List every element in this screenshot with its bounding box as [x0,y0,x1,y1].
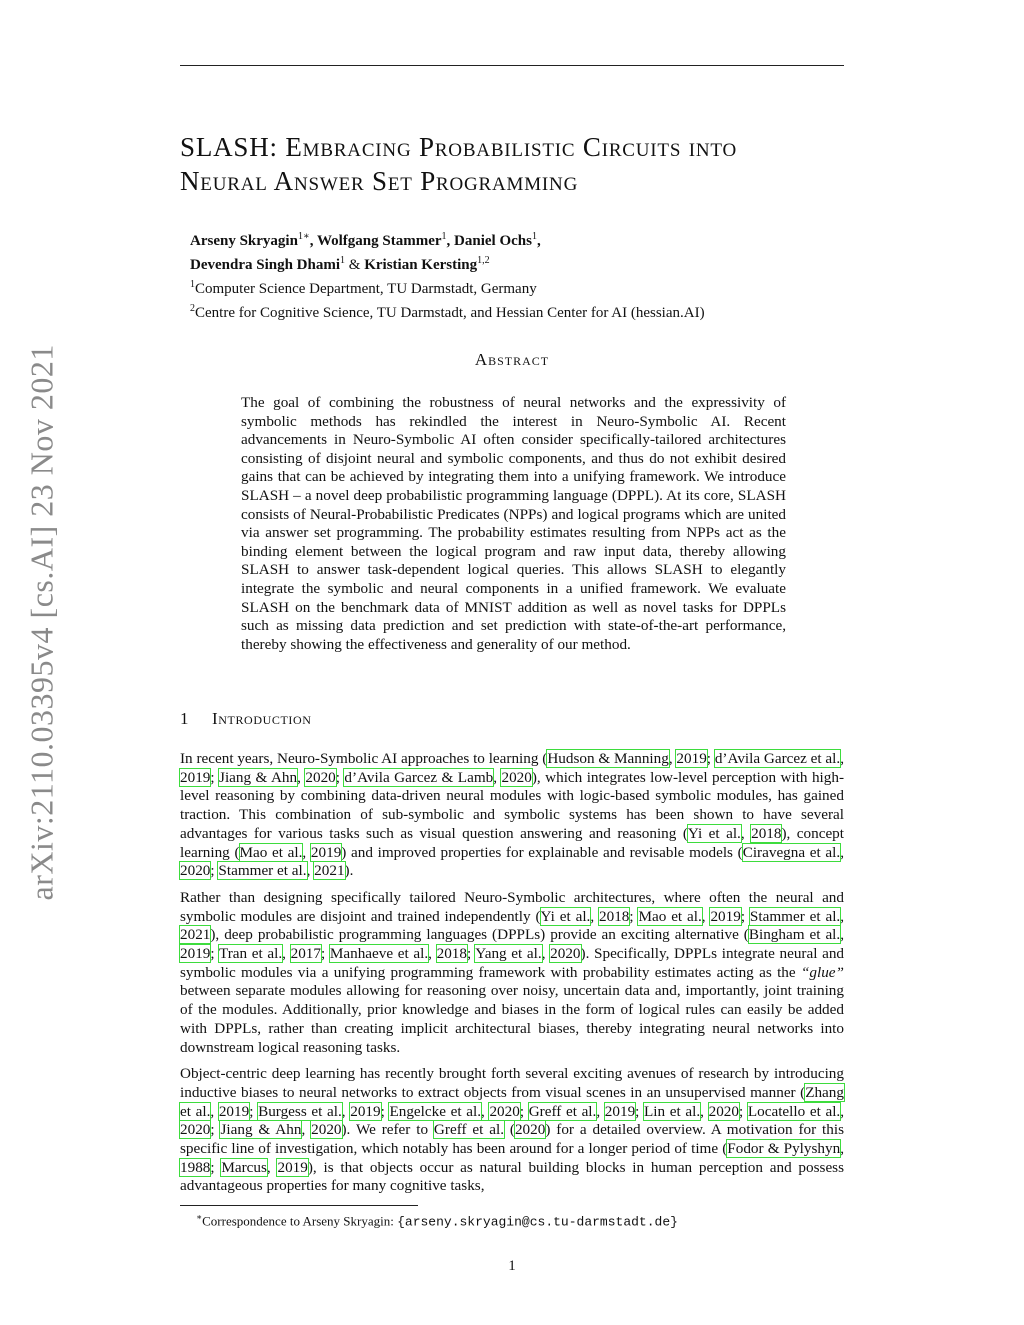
paragraph-1: In recent years, Neuro-Symbolic AI approaches to learning (Hudson & Manning, 2019; d’Avila Garcez et al., 2019; Jiang & Ahn, 2020; d’Avila Garcez & Lamb, 2020), which integrates low-level perception with high-level reasoning by combining data-driven neural modules with logic-based symbolic modules, has gained traction. This combination of sub-symbolic and symbolic systems has been shown to have several advantages for various tasks such as visual question answering and reasoning (Yi et al., 2018), concept learning (Mao et al., 2019) and improved properties for explainable and revisable models (Ciravegna et al., 2020; Stammer et al., 2021). [180,750,845,880]
citation-link[interactable]: Lin et al. [644,1102,701,1120]
citation-link[interactable]: Fodor & Pylyshyn [727,1140,841,1158]
citation-link[interactable]: Ciravegna et al. [742,843,841,861]
citation-link[interactable]: Tran et al. [218,945,283,963]
citation-link[interactable]: Hudson & Manning [547,750,669,767]
citation-link[interactable]: Greff et al. [433,1121,505,1139]
author-name: Wolfgang Stammer [316,233,442,249]
citation-link[interactable]: 2019 [710,907,741,925]
citation-link[interactable]: 2019 [604,1102,636,1120]
citation-link[interactable]: Jiang & Ahn [220,1121,302,1139]
citation-link[interactable]: Engelcke et al. [389,1102,481,1120]
citation-link[interactable]: Jiang & Ahn [219,768,298,786]
abstract-heading: Abstract [474,350,550,369]
citation-link[interactable]: 2019 [218,1102,250,1120]
citation-link[interactable]: Marcus [221,1158,267,1176]
citation-link[interactable]: 2018 [751,824,782,842]
citation-link[interactable]: Burgess et al. [258,1102,342,1120]
section-title: Introduction [212,709,312,728]
citation-link[interactable]: 2018 [436,945,467,963]
citation-link[interactable]: Mao et al. [239,843,303,861]
top-rule [180,65,844,66]
arxiv-sidebar-stamp: arXiv:2110.03395v4 [cs.AI] 23 Nov 2021 [23,344,60,901]
correspondence-email-link[interactable]: {arseny.skryagin@cs.tu-darmstadt.de} [397,1214,678,1230]
citation-link[interactable]: 2021 [180,926,211,944]
citation-link[interactable]: d’Avila Garcez & Lamb [344,768,494,786]
section-heading [180,709,312,729]
citation-link[interactable]: 2020 [489,1102,520,1120]
footnote-rule [180,1205,418,1206]
citation-link[interactable]: Yang et al. [475,945,542,963]
author-line-2: Devendra Singh Dhami$^1$ & Kristian Kersting$^{1,2}$ [190,255,490,273]
title-line-1: SLASH: Embracing Probabilistic Circuits into [180,132,737,162]
citation-link[interactable]: Locatello et al. [747,1102,841,1120]
citation-link[interactable]: 2020 [708,1102,739,1120]
citation-link[interactable]: 2018 [599,907,630,925]
abstract-text: The goal of combining the robustness of neural networks and the expressivity of symbolic methods has rekindled the interest in Neuro-Symbolic AI. Recent advancements in Neuro-Symbolic AI often consider specifically-tailored architectures consisting of disjoint neural and symbolic components, and thus do not exhibit desired gains that can be achieved by integrating them into a unifying framework. We introduce SLASH – a novel deep probabilistic programming language (DPPL). At its core, SLASH consists of Neural-Probabilistic Predicates (NPPs) and logical programs which are united via answer set programming. The probability estimates resulting from NPPs act as the binding element between the logical program and raw input data, thereby allowing SLASH to answer task-dependent logical queries. This allows SLASH to elegantly integrate the symbolic and neural components in a unified framework. We evaluate SLASH on the benchmark data of MNIST addition as well as novel tasks for DPPLs such as missing data prediction and set prediction with state-of-the-art performance, thereby showing the effectiveness and generality of our method. [241,394,786,653]
citation-link[interactable]: Stammer et al. [749,907,841,925]
citation-link[interactable]: 2020 [305,768,336,786]
citation-link[interactable]: 2020 [514,1121,546,1139]
author-line-1: Arseny Skryagin$^{1∗}$, Wolfgang Stammer$^1$, Daniel Ochs$^1$, [190,231,541,249]
citation-link[interactable]: 2019 [180,768,211,786]
author-name: Daniel Ochs [454,233,532,249]
citation-link[interactable]: 2020 [180,1121,211,1139]
author-block [190,227,850,323]
citation-link[interactable]: Greff et al. [528,1102,597,1120]
section-number: 1 [180,709,190,728]
citation-link[interactable]: Zhang et al. [180,1083,844,1120]
citation-link[interactable]: Yi et al. [540,907,591,925]
affiliation-2: $^2$Centre for Cognitive Science, TU Darmstadt, and Hessian Center for AI (hessian.AI) [190,303,705,321]
citation-link[interactable]: 2019 [277,1158,308,1176]
citation-link[interactable]: 2019 [180,945,211,963]
citation-link[interactable]: 2020 [501,768,532,786]
citation-link[interactable]: d’Avila Garcez et al. [714,750,841,767]
paragraph-3: Object-centric deep learning has recently brought forth several exciting avenues of research by introducing inductive biases to neural networks to extract objects from visual scenes in an unsupervised manner (Zhang et al., 2019; Burgess et al., 2019; Engelcke et al., 2020; Greff et al., 2019; Lin et al., 2020; Locatello et al., 2020; Jiang & Ahn, 2020). We refer to Greff et al. (2020) for a detailed overview. A motivation for this specific line of investigation, which notably has been around for a longer period of time (Fodor & Pylyshyn, 1988; Marcus, 2019), is that objects occur as natural building blocks in human perception and possess advantageous properties for many cognitive tasks, [180,1065,845,1195]
citation-link[interactable]: 2020 [550,945,581,963]
paragraph-2: Rather than designing specifically tailored Neuro-Symbolic architectures, where often the neural and symbolic modules are disjoint and trained independently (Yi et al., 2018; Mao et al., 2019; Stammer et al., 2021), deep probabilistic programming languages (DPPLs) provide an exciting alternative (Bingham et al., 2019; Tran et al., 2017; Manhaeve et al., 2018; Yang et al., 2020). Specifically, DPPLs integrate neural and symbolic modules via a unifying programming framework with probability estimates acting as the “glue” between separate modules allowing for reasoning over noisy, uncertain data and, importantly, joint training of the modules. Additionally, prior knowledge and biases in the form of logical rules can easily be added with DPPLs, rather than creating implicit architectural biases, thereby integrating neural networks into downstream logical reasoning tasks. [180,888,845,1056]
citation-link[interactable]: 2019 [676,750,707,767]
title-line-2: Neural Answer Set Programming [180,166,579,196]
footnote: ∗Correspondence to Arseny Skryagin: {arseny.skryagin@cs.tu-darmstadt.de} [196,1212,678,1230]
glue-emphasis: “glue” [800,963,844,981]
citation-link[interactable]: Yi et al. [687,824,741,842]
citation-link[interactable]: 2017 [290,945,321,963]
introduction-body [180,750,844,1204]
author-name: Arseny Skryagin [190,233,298,249]
author-name: Devendra Singh Dhami [190,257,341,273]
citation-link[interactable]: Stammer et al. [218,862,307,880]
citation-link[interactable]: 2019 [310,843,342,861]
citation-link[interactable]: 2020 [180,862,211,880]
citation-link[interactable]: 2021 [314,862,345,880]
citation-link[interactable]: 2019 [350,1102,381,1120]
paper-title [180,130,860,198]
page-number: 1 [508,1258,516,1274]
affiliation-1: $^1$Computer Science Department, TU Darmstadt, Germany [190,279,537,297]
citation-link[interactable]: Manhaeve et al. [329,945,429,963]
citation-link[interactable]: Bingham et al. [748,926,841,944]
author-name: Kristian Kersting [364,257,478,273]
citation-link[interactable]: 2020 [311,1121,342,1139]
citation-link[interactable]: 1988 [180,1158,211,1176]
citation-link[interactable]: Mao et al. [638,907,702,925]
